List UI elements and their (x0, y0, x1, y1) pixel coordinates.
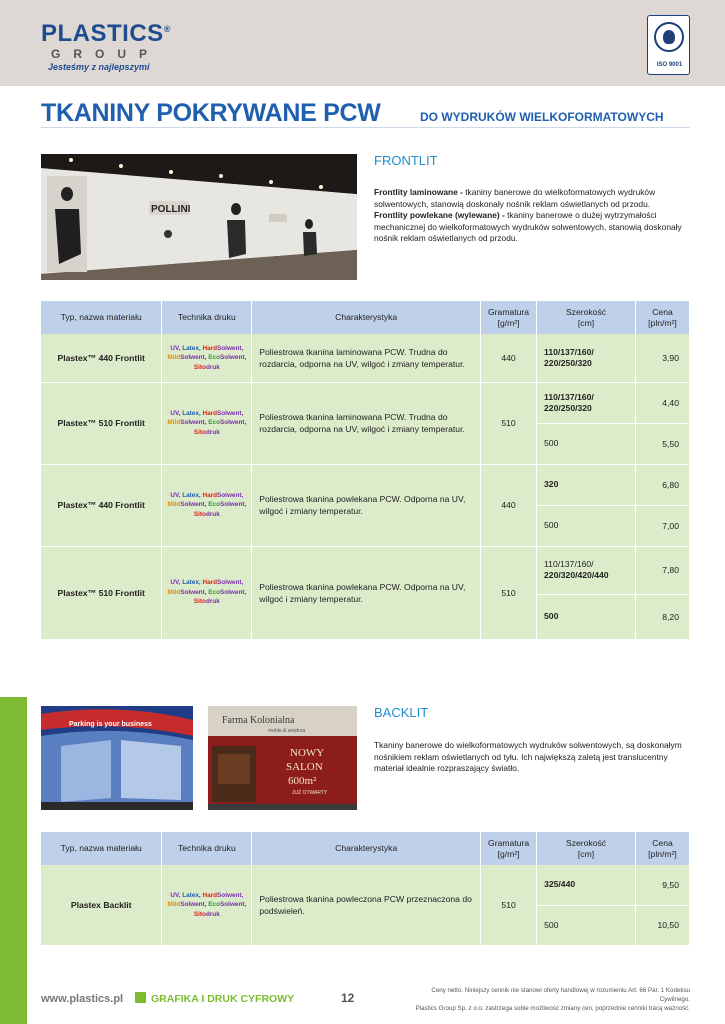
product-widths: 500 (537, 423, 636, 464)
backlit-photo-1-illustration (41, 706, 193, 810)
col-header-price: Cena [pln/m²] (635, 301, 689, 334)
side-accent-bar (0, 697, 27, 1024)
product-characteristics: Poliestrowa tkanina powlekana PCW. Odporna na UV, wilgoć i zmiany temperatur. (252, 546, 481, 639)
logo-group-text: GROUP (51, 47, 161, 61)
product-price: 6,80 (635, 464, 689, 505)
logo-wordmark: PLASTICS® (41, 20, 171, 47)
product-price: 10,50 (636, 905, 690, 945)
backlit-banner-line4: JUŻ OTWARTY (292, 790, 328, 796)
col-header-char: Charakterystyka (252, 832, 481, 865)
product-widths: 325/440 (537, 865, 636, 905)
backlit-banner-line2: SALON (286, 761, 323, 773)
col-header-char: Charakterystyka (252, 301, 481, 334)
backlit-photo-1 (41, 706, 193, 810)
product-grammage: 510 (481, 546, 537, 639)
print-techniques: UV, Latex, HardSolwent, MildSolwent, EcoSolwent, Sitodruk (162, 546, 252, 639)
product-grammage: 510 (481, 865, 537, 945)
footer-disclaimer: Ceny netto. Niniejszy cennik nie stanowi oferty handlowej w rozumieniu Art. 66 Par. 1 Kodeksu Cywilnego. Plastics Group Sp. z o.o. zastrzega sobie możliwość zmiany cen, poprzednie cenniki tracą ważność. (415, 987, 690, 1012)
product-characteristics: Poliestrowa tkanina powlekana PCW. Odporna na UV, wilgoć i zmiany temperatur. (252, 464, 481, 546)
backlit-photo-1-slogan: Parking is your business (69, 721, 152, 728)
backlit-photo-2-title: Farma Kolonialna (222, 715, 295, 726)
frontlit-photo (41, 154, 357, 280)
frontlit-photo-brand: POLLINI (151, 204, 191, 215)
product-widths: 110/137/160/ 220/250/320 (537, 382, 636, 423)
product-widths: 500 (537, 594, 636, 639)
product-widths: 500 (537, 505, 636, 546)
product-name: Plastex™ 510 Frontlit (41, 546, 162, 639)
header-bar (0, 0, 725, 86)
backlit-description: Tkaniny banerowe do wielkoformatowych wydruków solwentowych, są doskonałym nośnikiem reklam oświetlanych od tyłu. Ich największą zaletą jest translucentny materiał idealnie rozpraszający światło. (374, 740, 682, 773)
table-row (41, 464, 690, 505)
frontlit-coated-term: Frontlity powlekane (wylewane) - (374, 210, 505, 220)
product-price: 7,00 (635, 505, 689, 546)
frontlit-description (374, 187, 686, 245)
product-price: 8,20 (635, 594, 689, 639)
col-header-tech: Technika druku (162, 301, 252, 334)
backlit-price-table (41, 832, 690, 946)
product-grammage: 440 (481, 464, 537, 546)
product-name: Plastex™ 440 Frontlit (41, 334, 162, 382)
col-header-width: Szerokość [cm] (537, 832, 636, 865)
iso-certificate-badge (647, 15, 690, 75)
footer-website-link[interactable]: www.plastics.pl (41, 993, 124, 1005)
page-number: 12 (341, 991, 355, 1005)
backlit-heading: BACKLIT (374, 705, 429, 720)
product-widths: 500 (537, 905, 636, 945)
iso-label: ISO 9001 (656, 62, 683, 68)
table-row (41, 382, 690, 423)
product-price: 4,40 (635, 382, 689, 423)
col-header-tech: Technika druku (162, 832, 252, 865)
frontlit-laminated-text: tkaniny banerowe do wielkoformatowych wydruków solwentowych, stanowią doskonały nośnik reklam oświetlanych od przodu. (374, 187, 656, 209)
iso-seal-icon (654, 22, 684, 52)
col-header-name: Typ, nazwa materiału (41, 832, 162, 865)
product-characteristics: Poliestrowa tkanina laminowana PCW. Trudna do rozdarcia, odporna na UV, wilgoć i zmiany temperatur. (252, 334, 481, 382)
footer-green-square-icon (135, 992, 146, 1003)
product-widths: 110/137/160/ 220/250/320 (537, 334, 636, 382)
print-techniques: UV, Latex, HardSolwent, MildSolwent, EcoSolwent, Sitodruk (162, 382, 252, 464)
frontlit-laminated-term: Frontlity laminowane - (374, 187, 463, 197)
backlit-photo-2 (208, 706, 357, 810)
product-price: 3,90 (635, 334, 689, 382)
frontlit-photo-illustration (41, 154, 357, 280)
col-header-gram: Gramatura [g/m²] (481, 301, 537, 334)
product-characteristics: Poliestrowa tkanina powleczona PCW przeznaczona do podświeleń. (252, 865, 481, 945)
page-subtitle: DO WYDRUKÓW WIELKOFORMATOWYCH (420, 110, 664, 124)
print-techniques: UV, Latex, HardSolwent, MildSolwent, EcoSolwent, Sitodruk (162, 865, 252, 945)
table-row (41, 546, 690, 594)
backlit-photo-2-illustration (208, 706, 357, 810)
col-header-gram: Gramatura [g/m²] (481, 832, 537, 865)
col-header-width: Szerokość [cm] (537, 301, 636, 334)
product-widths: 320 (537, 464, 636, 505)
product-price: 7,80 (635, 546, 689, 594)
print-techniques: UV, Latex, HardSolwent, MildSolwent, EcoSolwent, Sitodruk (162, 464, 252, 546)
product-widths: 110/137/160/ 220/320/420/440 (537, 546, 636, 594)
product-characteristics: Poliestrowa tkanina laminowana PCW. Trudna do rozdarcia, odporna na UV, wilgoć i zmiany temperatur. (252, 382, 481, 464)
product-price: 5,50 (635, 423, 689, 464)
backlit-photo-2-subtitle: meble & wnętrza (268, 728, 306, 734)
backlit-banner-line1: NOWY (290, 747, 325, 759)
table-header-row (41, 301, 690, 334)
logo-tagline: Jesteśmy z najlepszymi (48, 62, 150, 72)
frontlit-price-table (41, 301, 690, 640)
table-row (41, 865, 690, 905)
footer-category: GRAFIKA I DRUK CYFROWY (151, 993, 295, 1005)
col-header-name: Typ, nazwa materiału (41, 301, 162, 334)
product-name: Plastex™ 510 Frontlit (41, 382, 162, 464)
page-title: TKANINY POKRYWANE PCW (41, 99, 381, 127)
product-grammage: 510 (481, 382, 537, 464)
col-header-price: Cena [pln/m²] (636, 832, 690, 865)
table-header-row (41, 832, 690, 865)
product-name: Plastex™ 440 Frontlit (41, 464, 162, 546)
backlit-banner-line3: 600m² (288, 775, 317, 787)
plastics-group-logo[interactable] (41, 20, 201, 76)
frontlit-coated-text: tkaniny banerowe o dużej wytrzymałości mechanicznej do wielkoformatowych wydruków solwentowych, stanowią doskonały nośnik reklam oświetlanych od przodu. (374, 210, 682, 243)
table-row (41, 334, 690, 382)
title-divider (41, 127, 690, 128)
product-grammage: 440 (481, 334, 537, 382)
frontlit-heading: FRONTLIT (374, 153, 438, 168)
product-price: 9,50 (636, 865, 690, 905)
print-techniques: UV, Latex, HardSolwent, MildSolwent, EcoSolwent, Sitodruk (162, 334, 252, 382)
product-name: Plastex Backlit (41, 865, 162, 945)
